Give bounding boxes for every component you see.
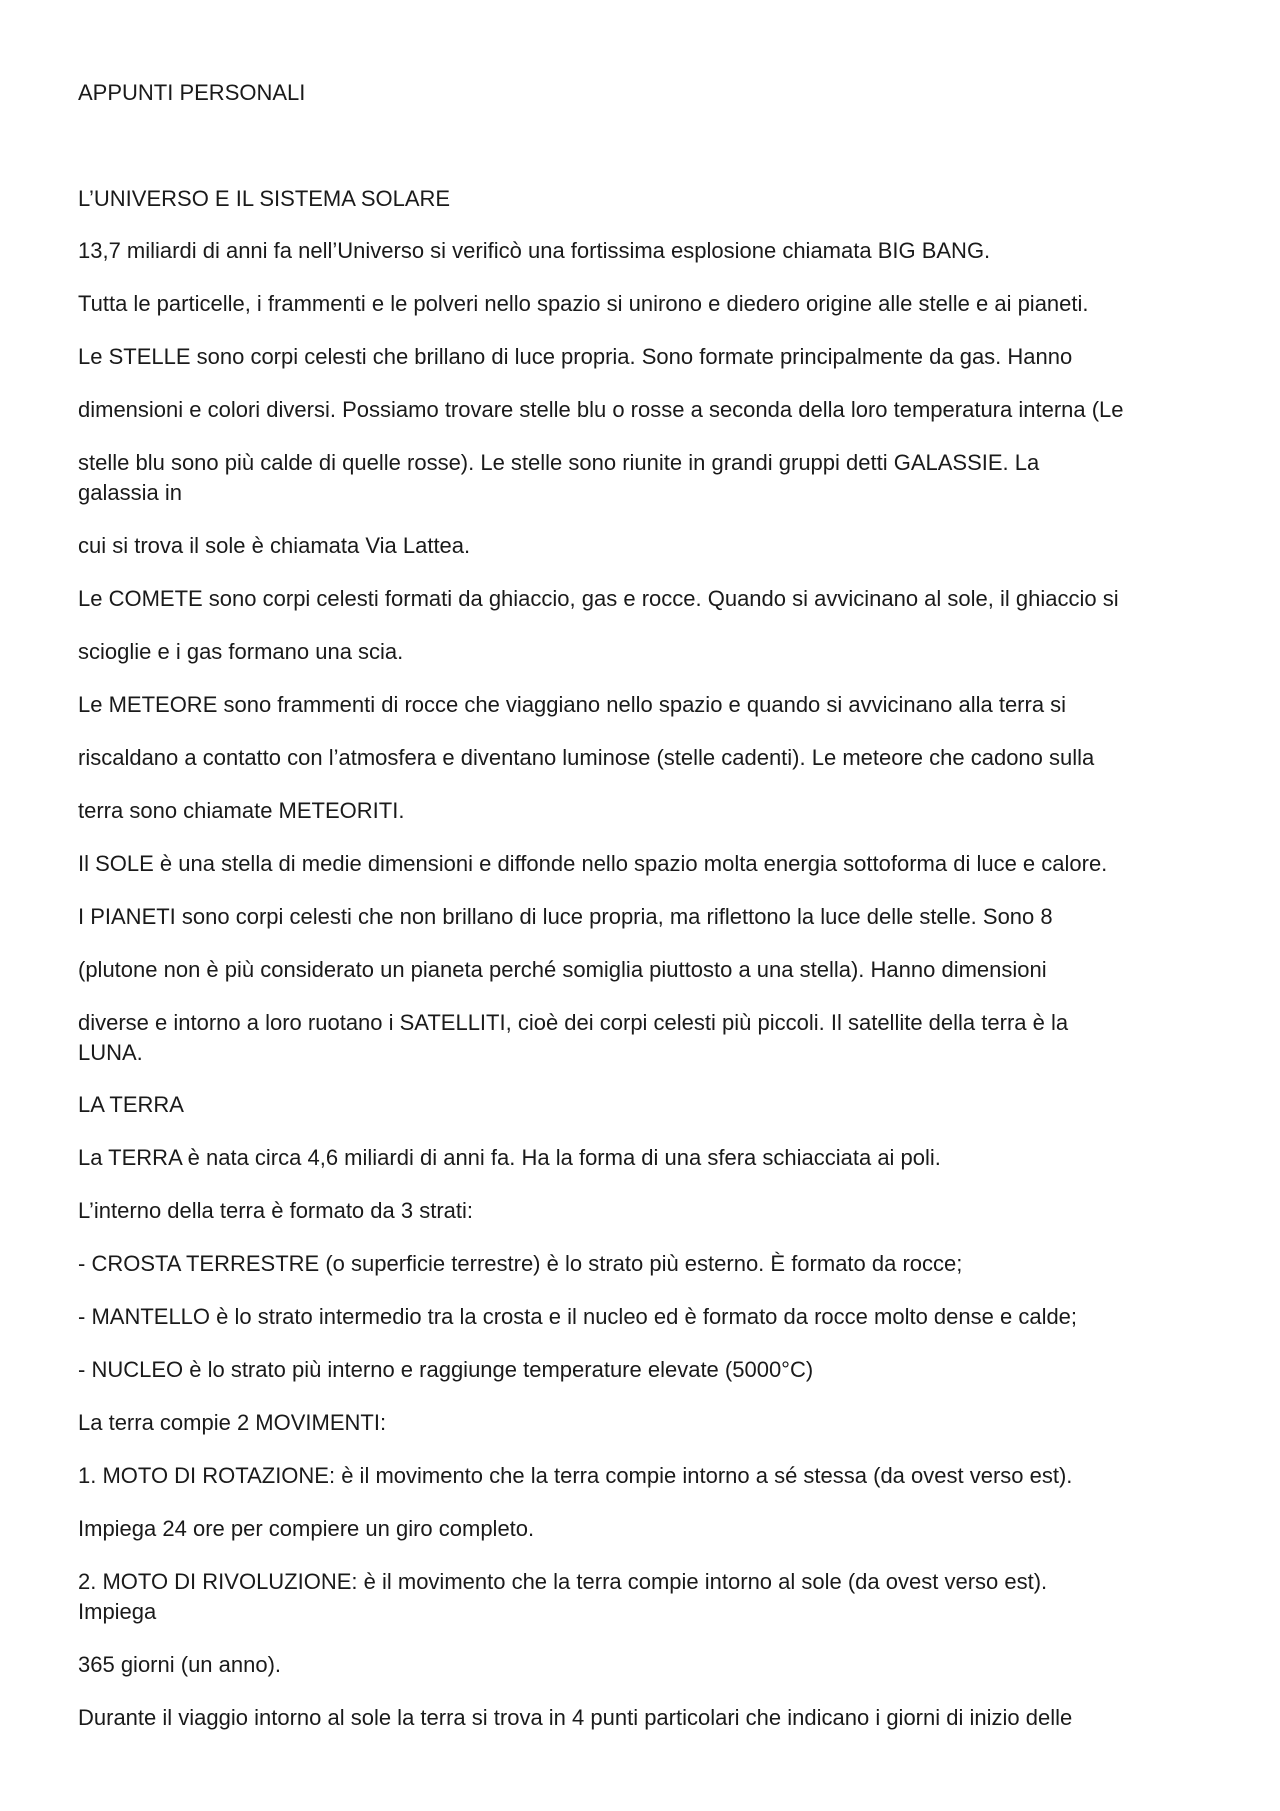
text-line: Impiega: [78, 1599, 157, 1624]
text-line: LUNA.: [78, 1040, 143, 1065]
text-line: I PIANETI sono corpi celesti che non brillano di luce propria, ma riflettono la luce delle stelle. Sono 8: [78, 904, 1053, 929]
list-item: - NUCLEO è lo strato più interno e raggiunge temperature elevate (5000°C): [78, 1357, 814, 1382]
text-line: stelle blu sono più calde di quelle rosse). Le stelle sono riunite in grandi gruppi detti GALASSIE. La: [78, 450, 1040, 475]
list-item: 2. MOTO DI RIVOLUZIONE: è il movimento che la terra compie intorno al sole (da ovest verso est).: [78, 1569, 1048, 1594]
text-line: Impiega 24 ore per compiere un giro completo.: [78, 1516, 535, 1541]
text-line: Tutta le particelle, i frammenti e le polveri nello spazio si unirono e diedero origine alle stelle e ai pianeti.: [78, 291, 1089, 316]
text-line: Le METEORE sono frammenti di rocce che viaggiano nello spazio e quando si avvicinano alla terra si: [78, 692, 1067, 717]
list-item: 1. MOTO DI ROTAZIONE: è il movimento che la terra compie intorno a sé stessa (da ovest verso est).: [78, 1463, 1073, 1488]
text-line: dimensioni e colori diversi. Possiamo trovare stelle blu o rosse a seconda della loro temperatura interna (Le: [78, 397, 1124, 422]
text-line: cui si trova il sole è chiamata Via Lattea.: [78, 533, 471, 558]
text-line: terra sono chiamate METEORITI.: [78, 798, 405, 823]
list-item: - CROSTA TERRESTRE (o superficie terrestre) è lo strato più esterno. È formato da rocce;: [78, 1251, 963, 1276]
section-title: L’UNIVERSO E IL SISTEMA SOLARE: [78, 186, 451, 211]
page-header: APPUNTI PERSONALI: [78, 80, 306, 105]
text-line: scioglie e i gas formano una scia.: [78, 639, 404, 664]
text-line: 365 giorni (un anno).: [78, 1652, 282, 1677]
text-line: La terra compie 2 MOVIMENTI:: [78, 1410, 387, 1435]
section-title: LA TERRA: [78, 1092, 184, 1117]
text-line: Le COMETE sono corpi celesti formati da ghiaccio, gas e rocce. Quando si avvicinano al sole, il ghiaccio si: [78, 586, 1119, 611]
text-line: Durante il viaggio intorno al sole la terra si trova in 4 punti particolari che indicano i giorni di inizio delle: [78, 1705, 1073, 1730]
text-line: L’interno della terra è formato da 3 strati:: [78, 1198, 473, 1223]
text-line: (plutone non è più considerato un pianeta perché somiglia piuttosto a una stella). Hanno dimensioni: [78, 957, 1047, 982]
text-line: diverse e intorno a loro ruotano i SATELLITI, cioè dei corpi celesti più piccoli. Il satellite della terra è la: [78, 1010, 1069, 1035]
text-line: riscaldano a contatto con l’atmosfera e diventano luminose (stelle cadenti). Le meteore che cadono sulla: [78, 745, 1095, 770]
text-line: galassia in: [78, 480, 182, 505]
text-line: 13,7 miliardi di anni fa nell’Universo si verificò una fortissima esplosione chiamata BIG BANG.: [78, 238, 991, 263]
text-line: Le STELLE sono corpi celesti che brillano di luce propria. Sono formate principalmente da gas. Hanno: [78, 344, 1073, 369]
text-line: Il SOLE è una stella di medie dimensioni e diffonde nello spazio molta energia sottoforma di luce e calore.: [78, 851, 1108, 876]
list-item: - MANTELLO è lo strato intermedio tra la crosta e il nucleo ed è formato da rocce molto dense e calde;: [78, 1304, 1078, 1329]
text-line: La TERRA è nata circa 4,6 miliardi di anni fa. Ha la forma di una sfera schiacciata ai poli.: [78, 1145, 941, 1170]
